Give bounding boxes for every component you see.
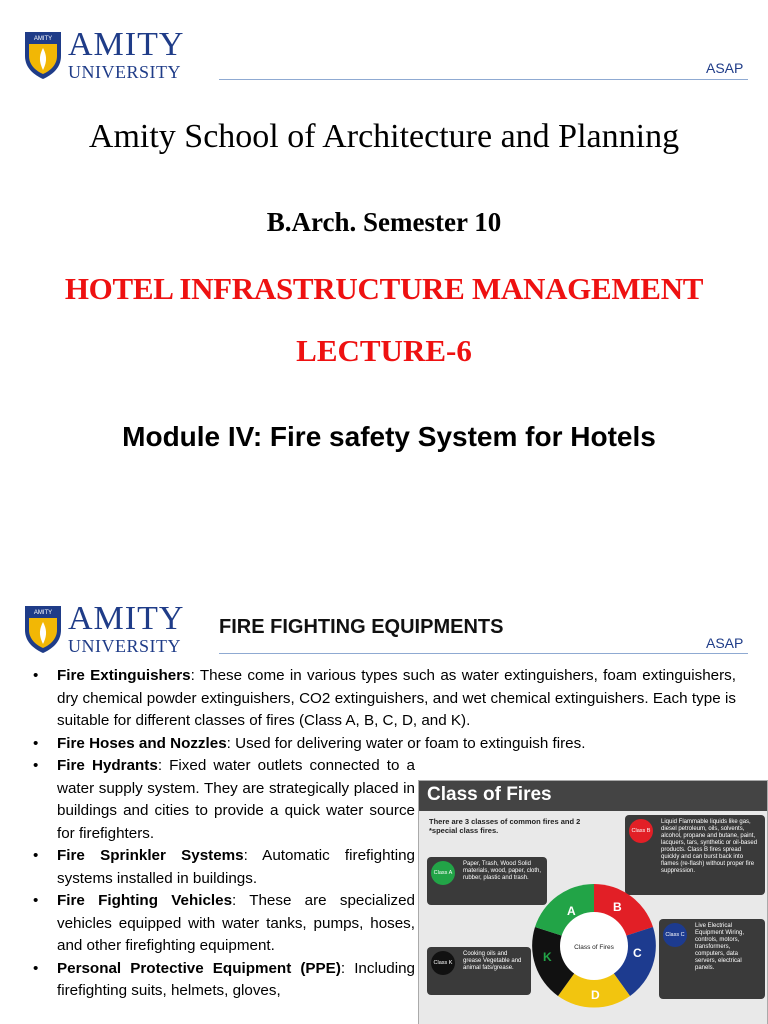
class-b-text: Liquid Flammable liquids like gas, diesel petroleum, oils, solvents, alcohol, propane and butane, paint, lacquers, tars, synthetic or oil-based products. Class B fires spread quickly and can burst back into flames (re-flash) without proper fire suppression. xyxy=(661,819,758,874)
bullet-text: : Including firefighting suits, helmets, gloves, xyxy=(57,959,415,999)
list-item xyxy=(30,755,415,845)
infographic-intro: There are 3 classes of common fires and 2 *special class fires. xyxy=(429,817,581,835)
logo-word-university: UNIVERSITY xyxy=(68,636,181,656)
amity-crest-icon xyxy=(22,30,64,80)
bullet-dot: • xyxy=(33,757,39,774)
asap-label: ASAP xyxy=(706,635,744,651)
content-slide xyxy=(0,580,768,1024)
bullet-dot: • xyxy=(33,667,39,684)
class-a-text: Paper, Trash, Wood Solid materials, wood, paper, cloth, rubber, plastic and trash. xyxy=(463,861,542,881)
amity-logo xyxy=(22,28,184,81)
bullet-dot: • xyxy=(33,892,39,909)
crest-lettering: AMITY xyxy=(33,609,53,616)
bullet-term: Fire Sprinkler Systems xyxy=(57,847,244,864)
class-k-badge: Class K xyxy=(431,951,455,975)
class-of-fires-infographic xyxy=(418,780,768,1024)
class-a-badge: Class A xyxy=(431,861,455,885)
bullet-term: Fire Hydrants xyxy=(57,757,158,774)
amity-logo xyxy=(22,602,184,655)
list-item xyxy=(30,665,736,733)
school-name: Amity School of Architecture and Planning xyxy=(88,118,680,155)
class-c-badge: Class C xyxy=(663,923,687,947)
bullet-text: : These are specialized vehicles equipped with water tanks, pumps, hoses, and other firefighting equipment. xyxy=(57,892,415,954)
wheel-letter-k: K xyxy=(543,950,552,964)
bullet-text: : These come in various types such as water extinguishers, foam extinguishers, dry chemical powder extinguishers, CO2 extinguishers, and wet chemical extinguishers. Each type is suitable for different classes of fires (Class A, B, C, D, and K). xyxy=(57,667,736,729)
logo-word-amity: AMITY xyxy=(68,26,185,63)
bullet-dot: • xyxy=(33,959,39,977)
bullet-text: : Automatic firefighting systems installed in buildings. xyxy=(57,847,415,887)
asap-label: ASAP xyxy=(706,60,744,76)
logo-word-amity: AMITY xyxy=(68,600,185,637)
list-item xyxy=(30,890,415,958)
infographic-title: Class of Fires xyxy=(419,781,767,811)
wheel-center-label: Class of Fires xyxy=(574,944,614,951)
header-divider xyxy=(219,653,748,654)
bullet-term: Personal Protective Equipment (PPE) xyxy=(57,959,341,977)
list-item xyxy=(30,733,736,756)
class-c-box xyxy=(659,919,765,999)
module-title: Module IV: Fire safety System for Hotels xyxy=(122,421,656,452)
class-b-badge: Class B xyxy=(629,819,653,843)
list-item xyxy=(30,958,415,1003)
bullet-term: Fire Fighting Vehicles xyxy=(57,892,233,909)
fire-class-wheel xyxy=(529,881,659,1011)
bullet-text: : Used for delivering water or foam to extinguish fires. xyxy=(226,734,586,752)
lecture-number: LECTURE-6 xyxy=(296,333,472,368)
bullet-dot: • xyxy=(33,847,39,864)
class-k-box xyxy=(427,947,531,995)
class-c-text: Live Electrical Equipment Wiring, controls, motors, transformers, computers, data servers, electrical panels. xyxy=(695,923,745,971)
bullet-term: Fire Extinguishers xyxy=(57,667,191,684)
wheel-letter-c: C xyxy=(633,946,642,960)
course-title: HOTEL INFRASTRUCTURE MANAGEMENT xyxy=(64,271,704,306)
wheel-letter-d: D xyxy=(591,988,600,1002)
header-divider xyxy=(219,79,748,80)
amity-crest-icon xyxy=(22,604,64,654)
logo-word-university: UNIVERSITY xyxy=(68,62,181,82)
bullet-text: : Fixed water outlets connected to a water supply system. They are strategically placed in buildings and cities to provide a quick water source for firefighters. xyxy=(57,757,415,842)
list-item xyxy=(30,845,415,890)
crest-lettering: AMITY xyxy=(33,35,53,42)
semester-label: B.Arch. Semester 10 xyxy=(266,207,502,237)
bullet-term: Fire Hoses and Nozzles xyxy=(57,734,227,752)
wheel-letter-b: B xyxy=(613,900,622,914)
class-k-text: Cooking oils and grease Vegetable and animal fats/grease. xyxy=(463,951,522,971)
bullet-dot: • xyxy=(33,734,39,752)
slide-title: FIRE FIGHTING EQUIPMENTS xyxy=(219,616,504,638)
wheel-letter-a: A xyxy=(567,904,576,918)
